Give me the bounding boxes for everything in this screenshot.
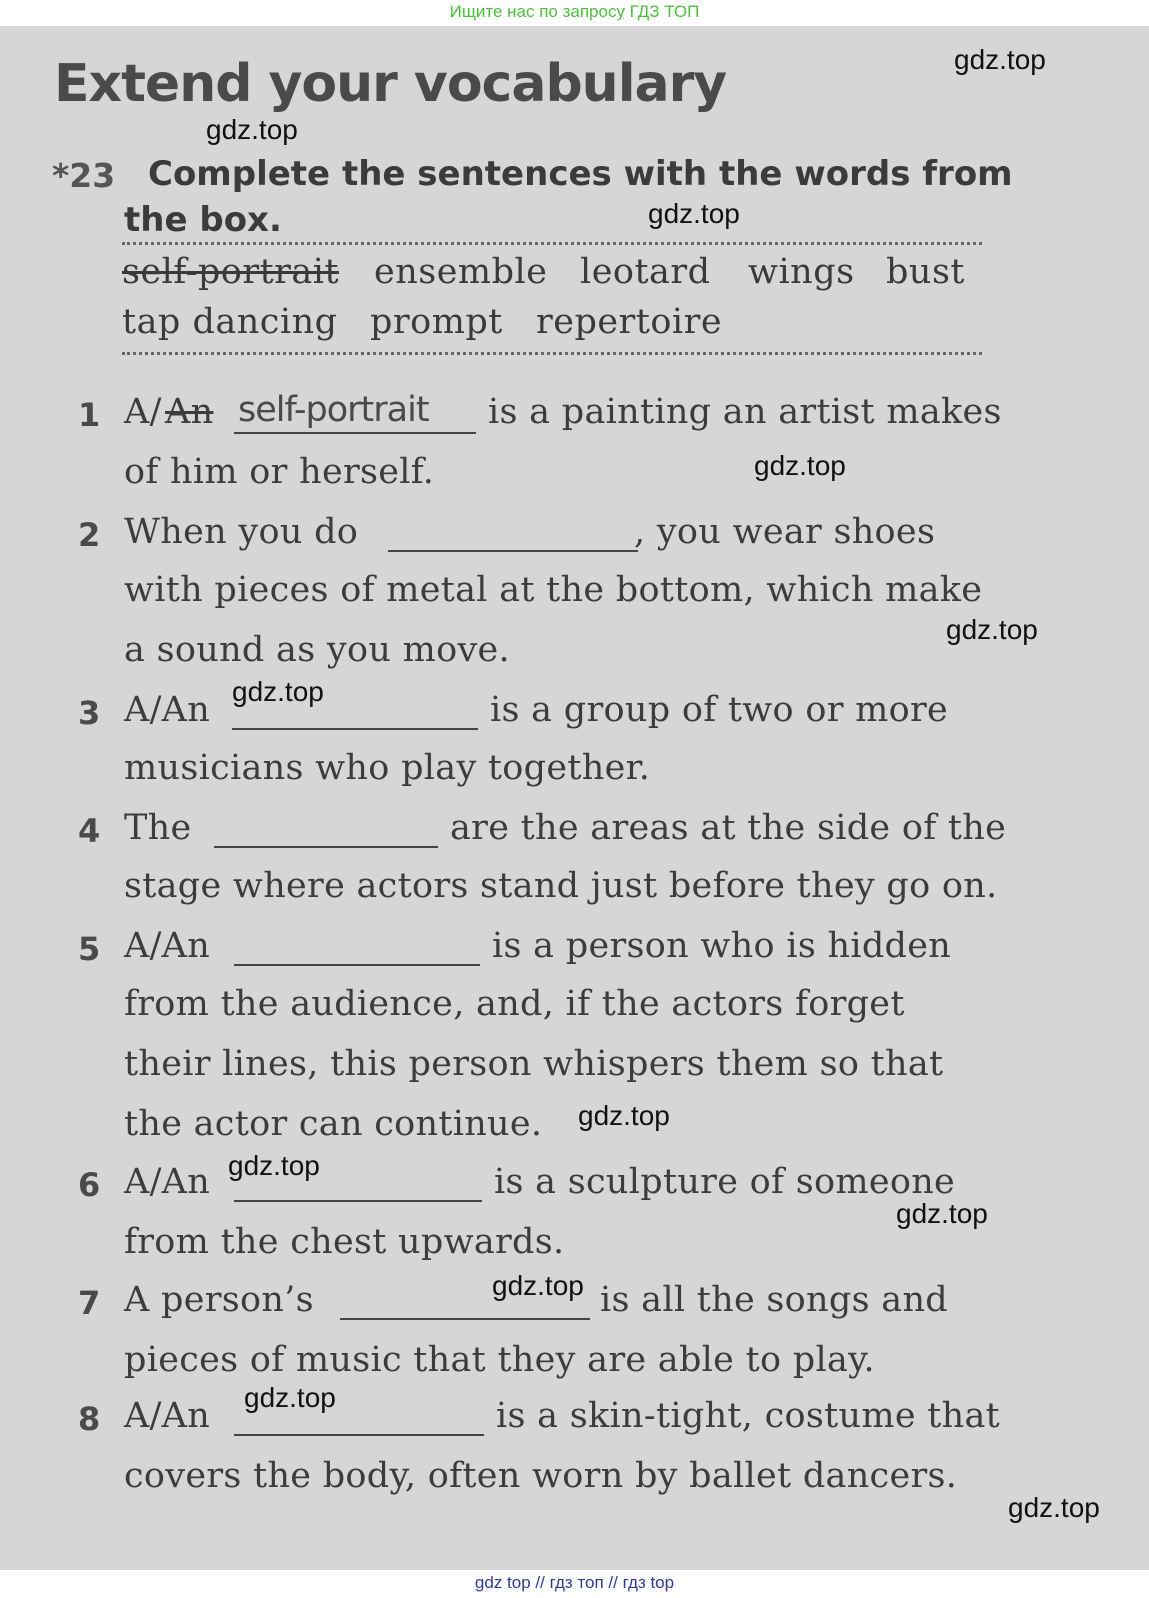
answer-blank[interactable] (214, 846, 438, 848)
answer-blank[interactable] (234, 432, 476, 434)
item-text: A/An (124, 926, 211, 966)
watermark: gdz.top (946, 614, 1038, 645)
item-text: their lines, this person whispers them so that (124, 1044, 944, 1084)
item-text: is a group of two or more (490, 690, 949, 730)
instruction-line-2: the box. (124, 200, 282, 240)
item-number: 6 (78, 1166, 101, 1204)
item-text: A/An (124, 1396, 211, 1436)
box-word: repertoire (536, 302, 723, 342)
item-number: 7 (78, 1284, 101, 1322)
item-text: pieces of music that they are able to play. (124, 1340, 875, 1380)
watermark: gdz.top (578, 1100, 670, 1131)
watermark: gdz.top (1008, 1492, 1100, 1523)
watermark: gdz.top (228, 1150, 320, 1181)
item-text: A/ (124, 392, 162, 432)
word-box-bottom-border (122, 352, 982, 355)
item-text: A/An (124, 690, 211, 730)
watermark: gdz.top (896, 1198, 988, 1229)
item-text: is all the songs and (600, 1280, 948, 1320)
item-text: stage where actors stand just before they go on. (124, 866, 998, 906)
item-number: 2 (78, 516, 101, 554)
answer-blank[interactable] (234, 1434, 484, 1436)
item-text: a sound as you move. (124, 630, 510, 670)
box-word: leotard (580, 252, 711, 292)
answer-blank[interactable] (232, 728, 478, 730)
box-word: ensemble (374, 252, 548, 292)
item-text: with pieces of metal at the bottom, which make (124, 570, 983, 610)
top-banner: Ищите нас по запросу ГДЗ ТОП (0, 0, 1149, 26)
item-text: A/An (124, 1162, 211, 1202)
box-word: self-portrait (122, 252, 340, 292)
instruction-line-1: Complete the sentences with the words from (148, 154, 1013, 194)
answer-blank[interactable] (388, 550, 638, 552)
watermark: gdz.top (232, 676, 324, 707)
exercise-number: *23 (52, 156, 116, 195)
watermark: gdz.top (206, 114, 298, 145)
watermark: gdz.top (648, 198, 740, 229)
item-number: 8 (78, 1400, 101, 1438)
item-number: 3 (78, 694, 101, 732)
watermark: gdz.top (492, 1270, 584, 1301)
bottom-banner: gdz top // гдз топ // гдз top (0, 1570, 1149, 1598)
item-text: is a person who is hidden (492, 926, 952, 966)
item-text: is a painting an artist makes (488, 392, 1002, 432)
section-heading: Extend your vocabulary (54, 54, 727, 114)
watermark: gdz.top (754, 450, 846, 481)
answer-blank[interactable] (234, 1200, 482, 1202)
item-text: is a sculpture of someone (494, 1162, 956, 1202)
watermark: gdz.top (244, 1382, 336, 1413)
item-text: musicians who play together. (124, 748, 651, 788)
item-text: , you wear shoes (634, 512, 936, 552)
box-word: bust (886, 252, 965, 292)
box-word: wings (748, 252, 855, 292)
item-number: 5 (78, 930, 101, 968)
textbook-page (0, 26, 1149, 1570)
box-word: tap dancing (122, 302, 338, 342)
item-text: of him or herself. (124, 452, 435, 492)
word-box-top-border (122, 242, 982, 245)
item-number: 1 (78, 396, 101, 434)
item-text: is a skin-tight, costume that (496, 1396, 1001, 1436)
answer-blank[interactable] (234, 964, 480, 966)
answer-blank[interactable] (340, 1318, 590, 1320)
item-text: When you do (124, 512, 359, 552)
handwritten-answer: self-portrait (238, 390, 429, 430)
item-text: The (124, 808, 192, 848)
item-text-struck: An (165, 392, 214, 432)
item-text: are the areas at the side of the (450, 808, 1007, 848)
watermark: gdz.top (954, 44, 1046, 75)
item-text: from the audience, and, if the actors forget (124, 984, 905, 1024)
box-word: prompt (370, 302, 503, 342)
item-text: A person’s (124, 1280, 314, 1320)
item-text: covers the body, often worn by ballet dancers. (124, 1456, 958, 1496)
item-text: the actor can continue. (124, 1104, 543, 1144)
item-text: from the chest upwards. (124, 1222, 565, 1262)
item-number: 4 (78, 812, 101, 850)
